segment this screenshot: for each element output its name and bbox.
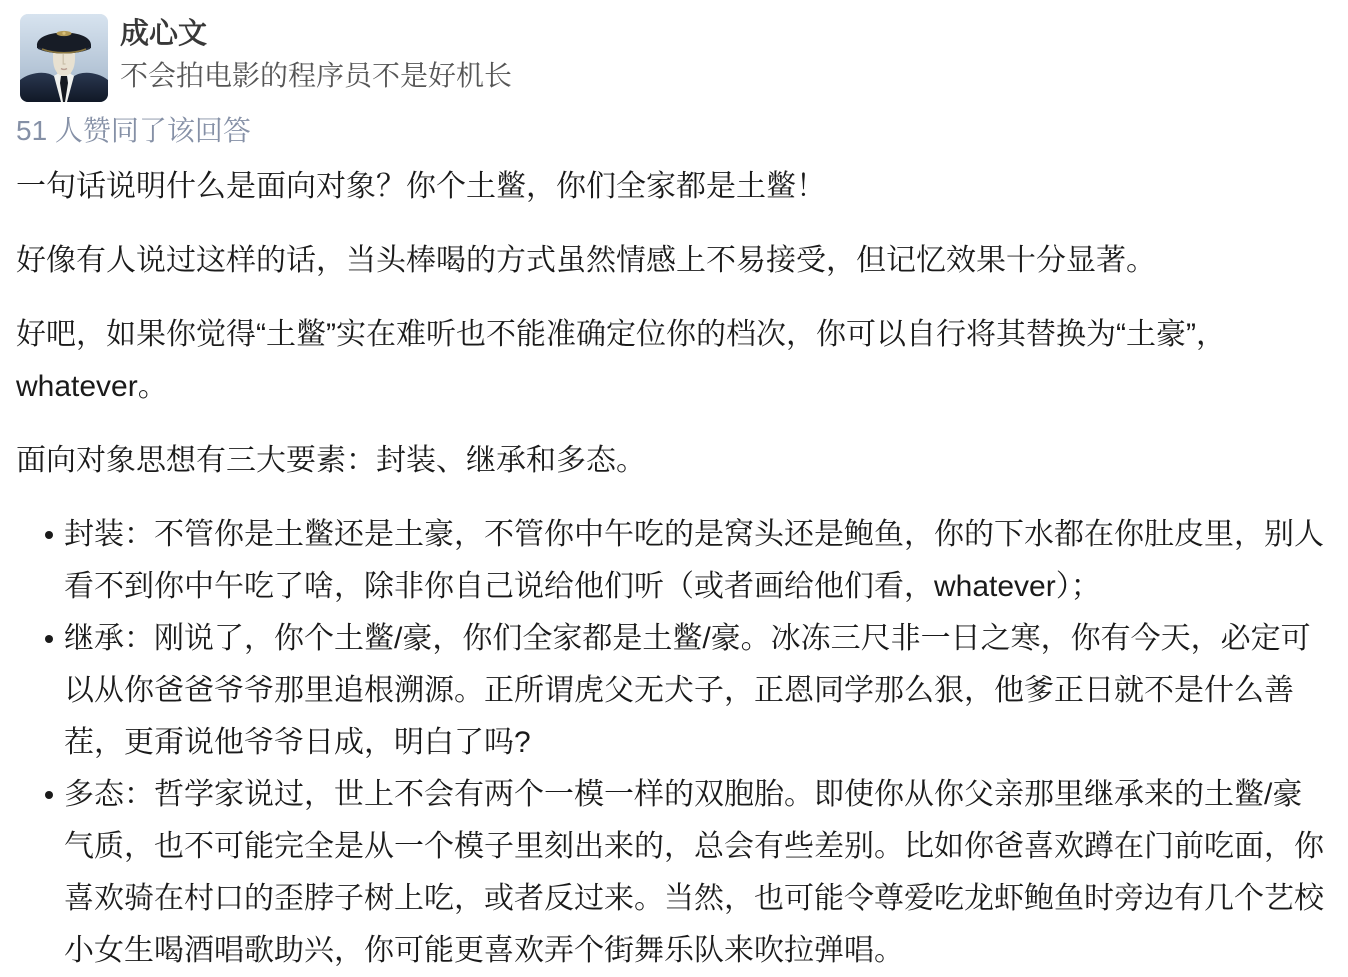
bullet-icon	[45, 791, 53, 799]
answer-paragraph: 好吧，如果你觉得“土鳖”实在难听也不能准确定位你的档次，你可以自行将其替换为“土豪”，whatever。	[16, 318, 1226, 403]
answer-paragraph: 面向对象思想有三大要素：封装、继承和多态。	[16, 444, 646, 477]
pilot-captain-avatar-image	[20, 14, 108, 102]
author-name[interactable]: 成心文	[120, 18, 208, 50]
author-bio: 不会拍电影的程序员不是好机长	[120, 60, 513, 91]
list-item-text: 继承：刚说了，你个土鳖/豪，你们全家都是土鳖/豪。冰冻三尺非一日之寒，你有今天，必定可以从你爸爸爷爷那里追根溯源。正所谓虎父无犬子，正恩同学那么狠，他爹正日就不是什么善茬，更甭说他爷爷日成，明白了吗?	[64, 622, 1311, 759]
author-avatar[interactable]	[20, 14, 108, 102]
list-item-text: 封装：不管你是土鳖还是土豪，不管你中午吃的是窝头还是鲍鱼，你的下水都在你肚皮里，别人看不到你中午吃了啥，除非你自己说给他们听（或者画给他们看，whatever）；	[64, 518, 1324, 603]
answer-list-item	[16, 769, 1332, 977]
list-item-text: 多态：哲学家说过，世上不会有两个一模一样的双胞胎。即使你从你父亲那里继承来的土鳖/豪气质，也不可能完全是从一个模子里刻出来的，总会有些差别。比如你爸喜欢蹲在门前吃面，你喜欢骑在村口的歪脖子树上吃，或者反过来。当然，也可能令尊爱吃龙虾鲍鱼时旁边有几个艺校小女生喝酒唱歌助兴，你可能更喜欢弄个街舞乐队来吹拉弹唱。	[64, 778, 1324, 967]
oop-features-list	[16, 509, 1332, 977]
answer-list-item	[16, 613, 1332, 769]
answer-paragraph: 好像有人说过这样的话，当头棒喝的方式虽然情感上不易接受，但记忆效果十分显著。	[16, 244, 1156, 277]
author-info	[120, 14, 512, 94]
answer-list-item	[16, 509, 1332, 613]
author-header	[20, 0, 1332, 102]
upvote-count-label: 51 人赞同了该回答	[16, 115, 251, 146]
bullet-icon	[45, 531, 53, 539]
answer-paragraph: 一句话说明什么是面向对象？你个土鳖，你们全家都是土鳖！	[16, 170, 826, 203]
bullet-icon	[45, 635, 53, 643]
answer-content	[16, 161, 1332, 977]
